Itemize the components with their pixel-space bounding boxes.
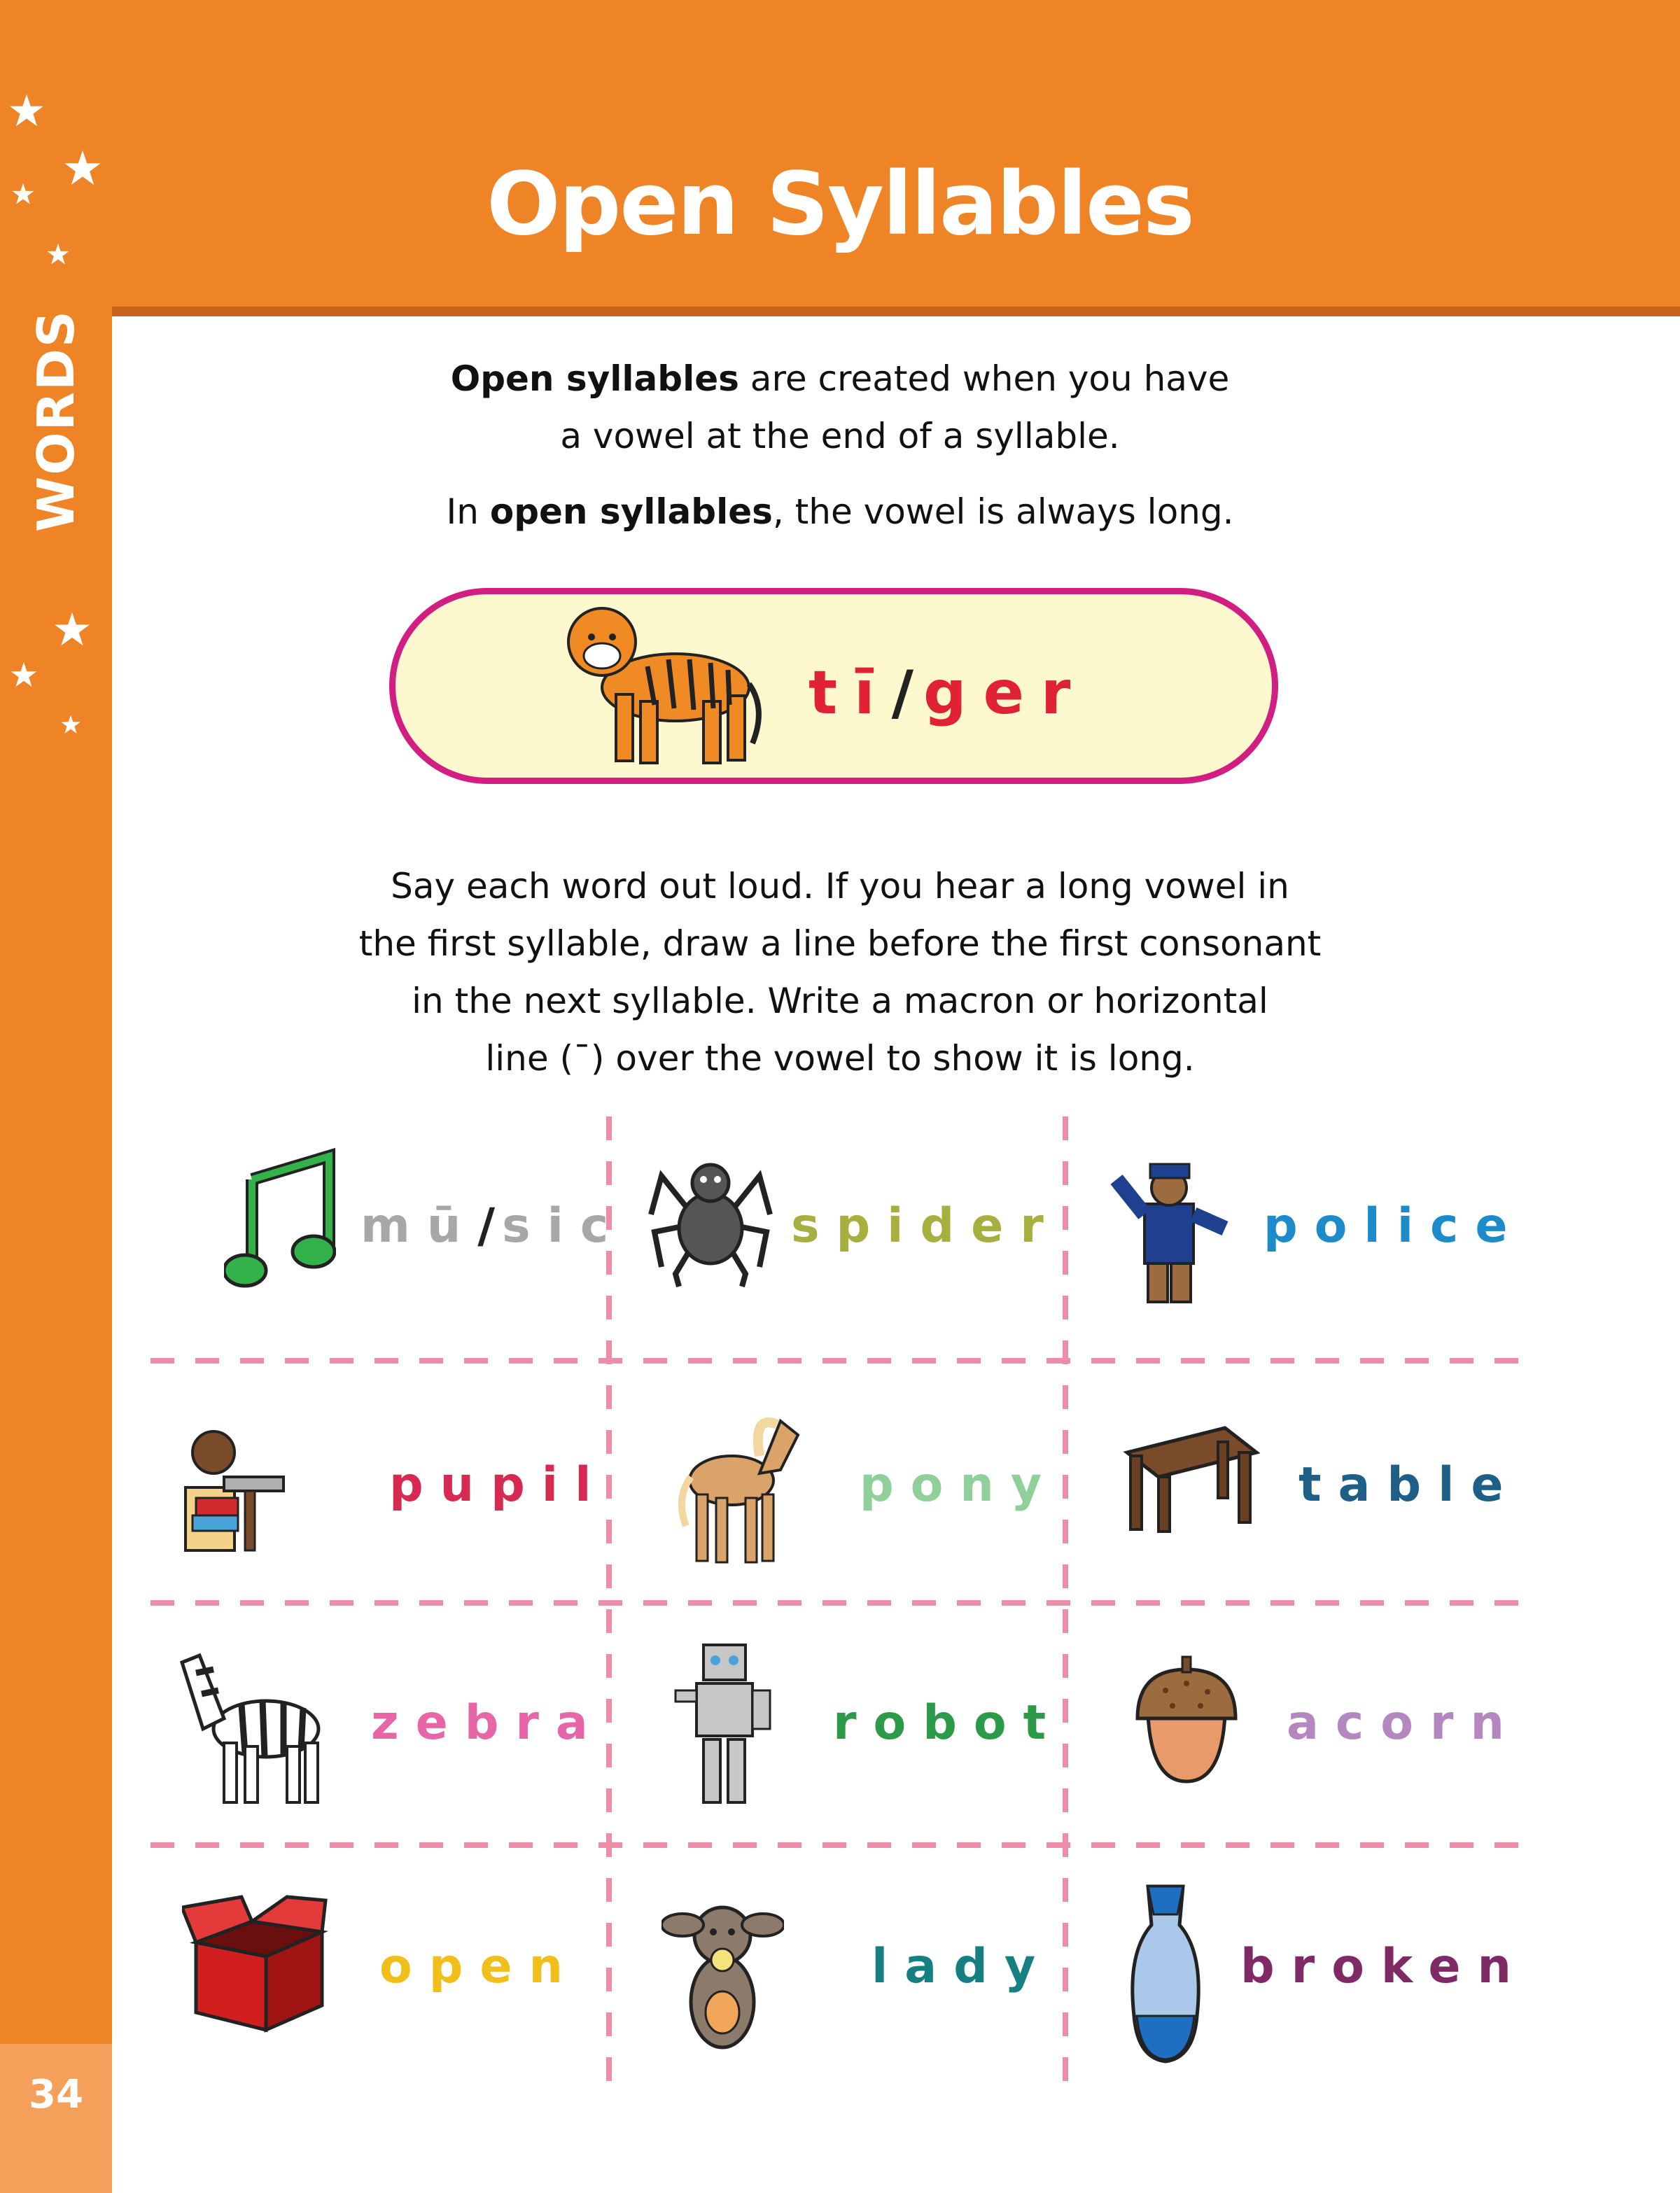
table-icon <box>1120 1421 1260 1533</box>
intro-line-2: a vowel at the end of a syllable. <box>560 416 1120 456</box>
section-label: WORDS <box>27 309 85 532</box>
spider-icon <box>648 1148 774 1288</box>
instructions-line-4: line (¯) over the vowel to show it is long. <box>485 1038 1195 1079</box>
intro-line-3: In open syllables, the vowel is always long. <box>446 491 1234 532</box>
syllable-divider: / <box>891 658 914 728</box>
instructions-line-3: in the next syllable. Write a macron or horizontal <box>412 981 1268 1021</box>
robot-icon <box>672 1638 777 1806</box>
zebra-icon <box>175 1638 332 1806</box>
music-note-icon <box>224 1148 336 1291</box>
pony-icon <box>676 1393 808 1568</box>
word-open: open <box>379 1939 580 1994</box>
vase-icon <box>1127 1883 1204 2065</box>
word-spider: spider <box>791 1198 1060 1254</box>
instructions-line-1: Say each word out loud. If you hear a long vowel in <box>391 866 1289 906</box>
word-broken: broken <box>1240 1939 1528 1994</box>
word-zebra: zebra <box>371 1695 605 1751</box>
pupil-icon <box>175 1417 287 1557</box>
instructions-line-2: the first syllable, draw a line before the first consonant <box>358 923 1322 964</box>
intro-line-1: Open syllables are created when you have <box>450 358 1230 399</box>
word-table: table <box>1298 1457 1520 1513</box>
word-robot: robot <box>833 1695 1063 1751</box>
word-pony: pony <box>860 1457 1059 1513</box>
word-acorn: acorn <box>1287 1695 1521 1751</box>
word-pupil: pupil <box>389 1457 608 1513</box>
word-music: mū/ sic <box>360 1198 626 1254</box>
word-lady: lady <box>872 1939 1053 1994</box>
page-number: 34 <box>29 2072 83 2117</box>
page-title: Open Syllables <box>486 154 1194 255</box>
acorn-icon <box>1130 1655 1242 1785</box>
bunny-icon <box>662 1883 784 2051</box>
police-officer-icon <box>1110 1151 1228 1305</box>
example-word: tī/ ger <box>808 658 1088 728</box>
word-police: police <box>1264 1198 1525 1254</box>
box-icon <box>182 1893 329 2033</box>
